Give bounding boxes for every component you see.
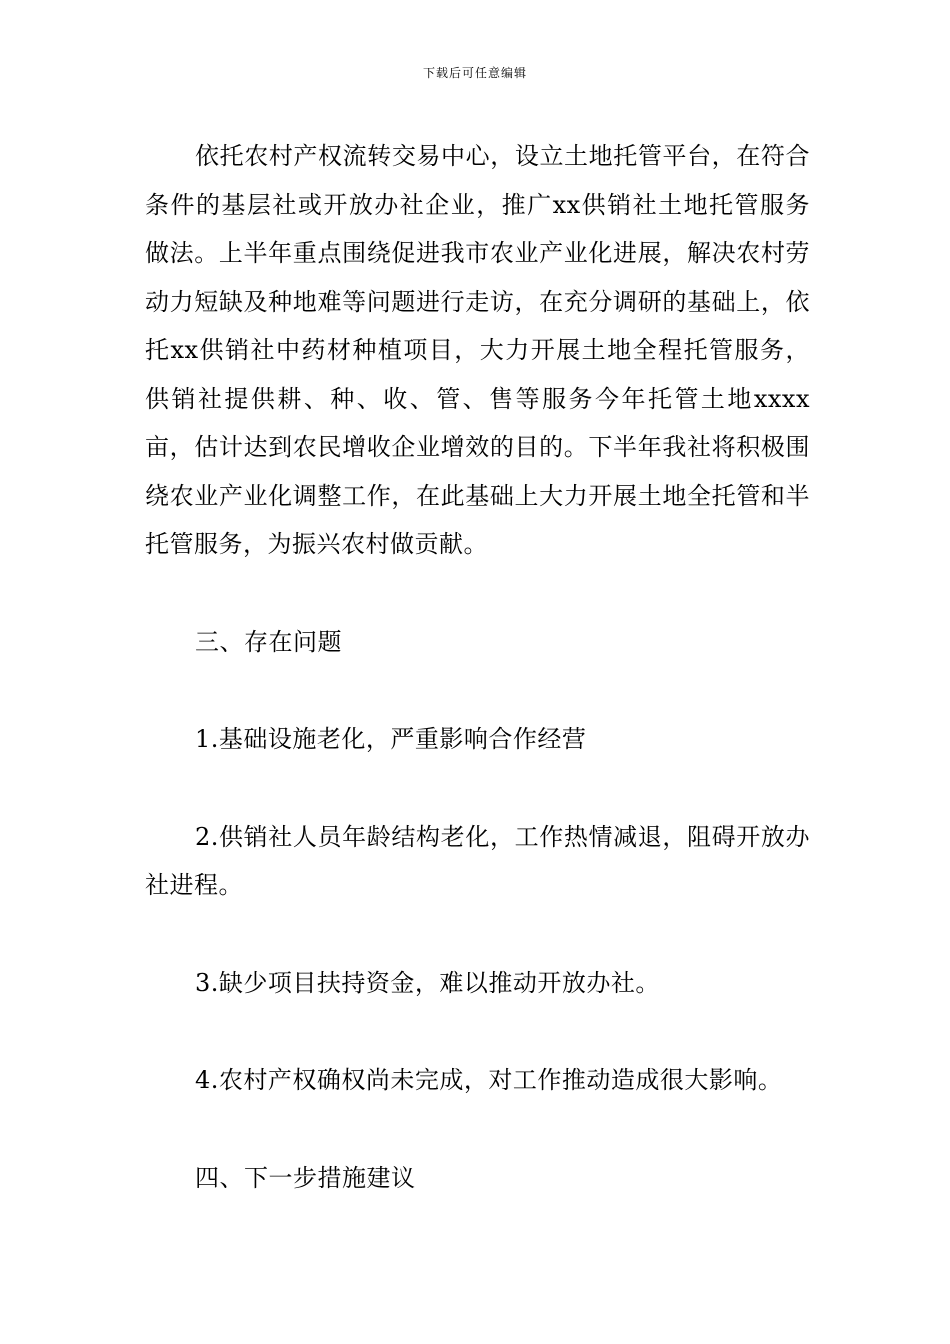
problem-item-1: 1.基础设施老化，严重影响合作经营 [195,725,587,753]
section-heading-next-steps: 四、下一步措施建议 [195,1163,416,1192]
problem-item-3: 3.缺少项目扶持资金，难以推动开放办社。 [195,968,660,997]
problem-item-4: 4.农村产权确权尚未完成，对工作推动造成很大影响。 [195,1066,783,1094]
paragraph-land-trusteeship: 依托农村产权流转交易中心，设立土地托管平台，在符合条件的基层社或开放办社企业，推广xx供销社土地托管服务做法。上半年重点围绕促进我市农业产业化进展，解决农村劳动力短缺及种地难等问题进行走访，在充分调研的基础上，依托xx供销社中药材种植项目，大力开展土地全程托管服务，供销社提供耕、种、收、管、售等服务今年托管土地xxxx亩，估计达到农民增收企业增效的目的。下半年我社将积极围绕农业产业化调整工作，在此基础上大力开展土地全托管和半托管服务，为振兴农村做贡献。 [145,142,810,558]
section-heading-problems: 三、存在问题 [195,627,342,656]
page-header: 下载后可任意编辑 [422,66,527,80]
document-body [145,132,810,1202]
problem-item-2: 2.供销社人员年龄结构老化，工作热情减退，阻碍开放办社进程。 [145,822,810,899]
